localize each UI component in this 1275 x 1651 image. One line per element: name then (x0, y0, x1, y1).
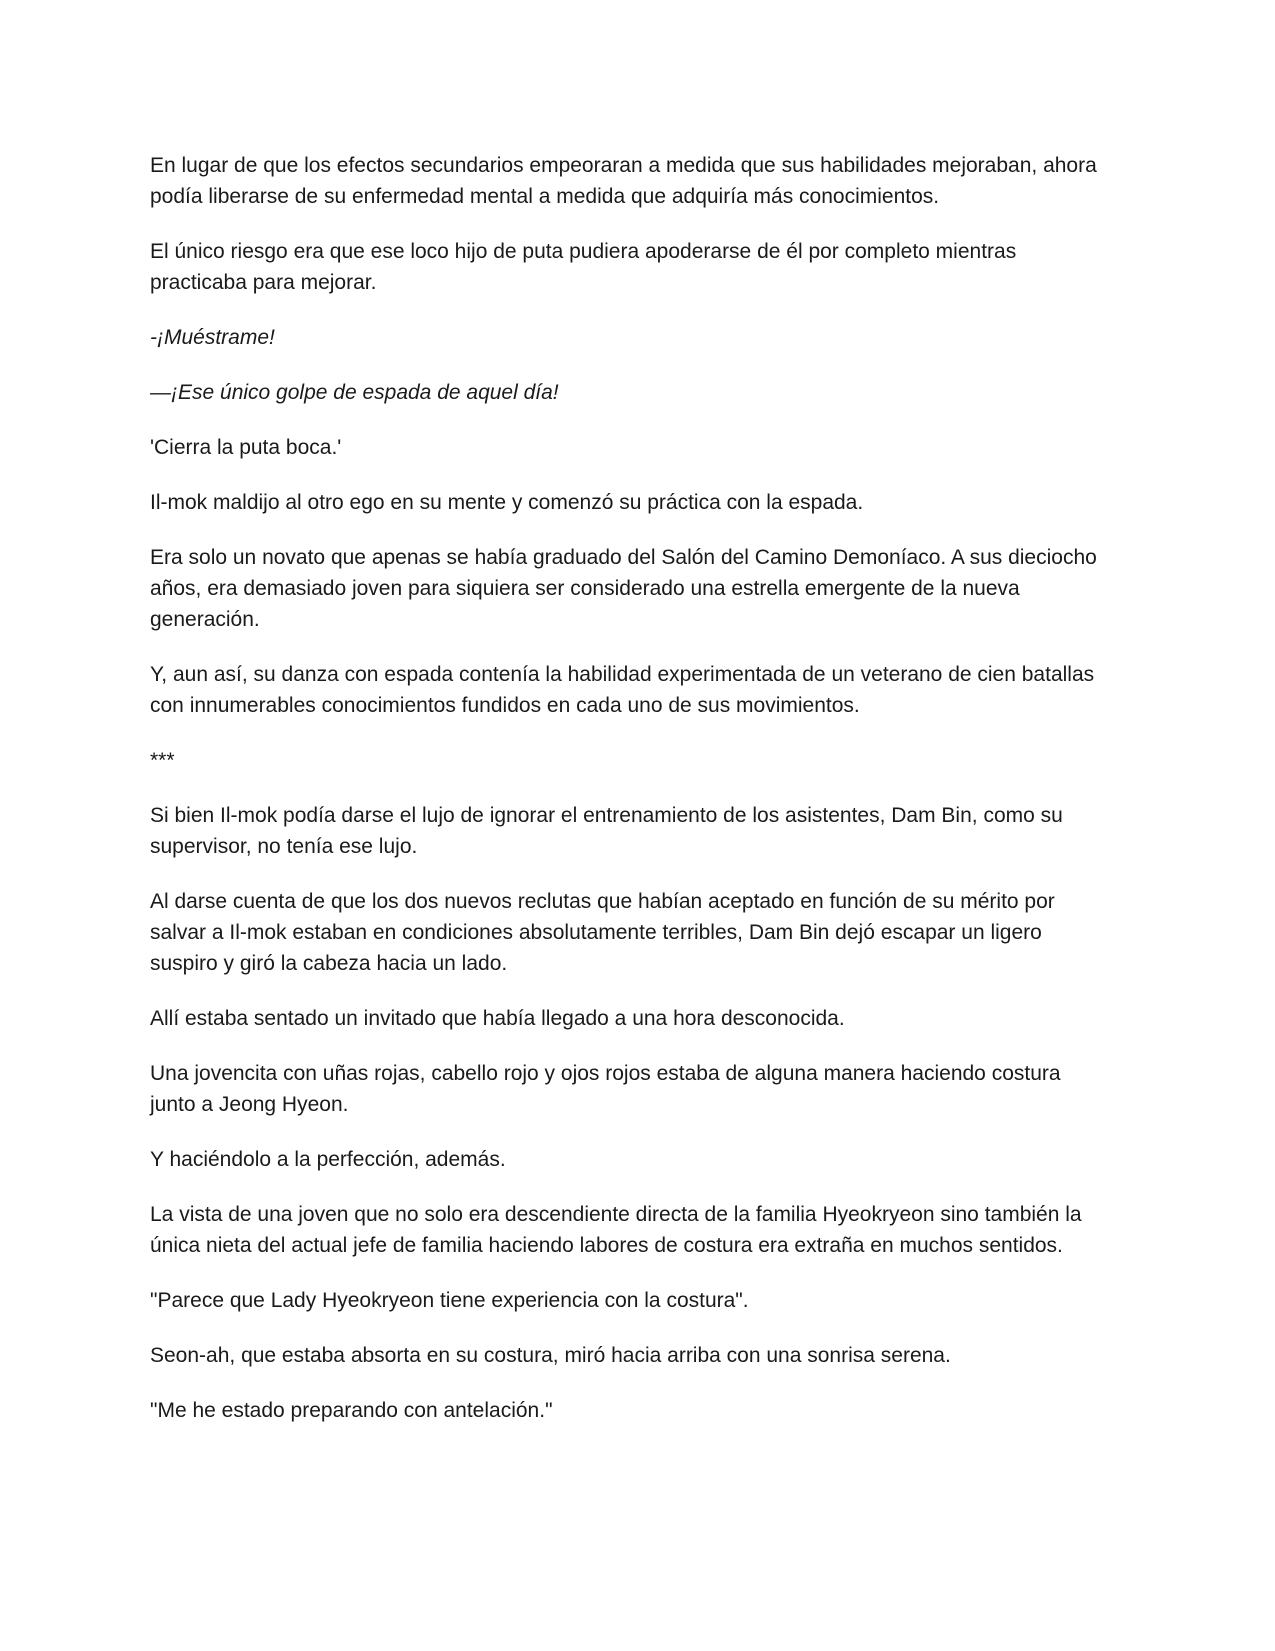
paragraph: La vista de una joven que no solo era descendiente directa de la familia Hyeokryeon sino también la única nieta del actual jefe de familia haciendo labores de costura era extraña en muchos sentidos. (150, 1203, 1082, 1257)
paragraph-italic-dialogue: -¡Muéstrame! (150, 326, 275, 349)
paragraph: Seon-ah, que estaba absorta en su costura, miró hacia arriba con una sonrisa serena. (150, 1344, 951, 1367)
paragraph-italic-dialogue: —¡Ese único golpe de espada de aquel día! (150, 381, 559, 404)
paragraph: "Me he estado preparando con antelación." (150, 1399, 553, 1422)
paragraph: En lugar de que los efectos secundarios empeoraran a medida que sus habilidades mejoraban, ahora podía liberarse de su enfermedad mental a medida que adquiría más conocimientos. (150, 154, 1097, 208)
paragraph: Era solo un novato que apenas se había graduado del Salón del Camino Demoníaco. A sus dieciocho años, era demasiado joven para siquiera ser considerado una estrella emergente de la nueva generación. (150, 546, 1097, 631)
scene-break: *** (150, 749, 175, 772)
paragraph: 'Cierra la puta boca.' (150, 436, 342, 459)
paragraph: Y haciéndolo a la perfección, además. (150, 1148, 506, 1171)
paragraph: Una jovencita con uñas rojas, cabello rojo y ojos rojos estaba de alguna manera haciendo costura junto a Jeong Hyeon. (150, 1062, 1061, 1116)
paragraph: Il-mok maldijo al otro ego en su mente y comenzó su práctica con la espada. (150, 491, 864, 514)
paragraph: Y, aun así, su danza con espada contenía la habilidad experimentada de un veterano de cien batallas con innumerables conocimientos fundidos en cada uno de sus movimientos. (150, 663, 1095, 717)
paragraph: Al darse cuenta de que los dos nuevos reclutas que habían aceptado en función de su mérito por salvar a Il-mok estaban en condiciones absolutamente terribles, Dam Bin dejó escapar un ligero suspiro y giró la cabeza hacia un lado. (150, 890, 1055, 975)
document-body (150, 150, 1110, 1450)
paragraph: "Parece que Lady Hyeokryeon tiene experiencia con la costura". (150, 1289, 749, 1312)
paragraph: Si bien Il-mok podía darse el lujo de ignorar el entrenamiento de los asistentes, Dam Bin, como su supervisor, no tenía ese lujo. (150, 804, 1063, 858)
paragraph: El único riesgo era que ese loco hijo de puta pudiera apoderarse de él por completo mientras practicaba para mejorar. (150, 240, 1017, 294)
paragraph: Allí estaba sentado un invitado que había llegado a una hora desconocida. (150, 1007, 845, 1030)
